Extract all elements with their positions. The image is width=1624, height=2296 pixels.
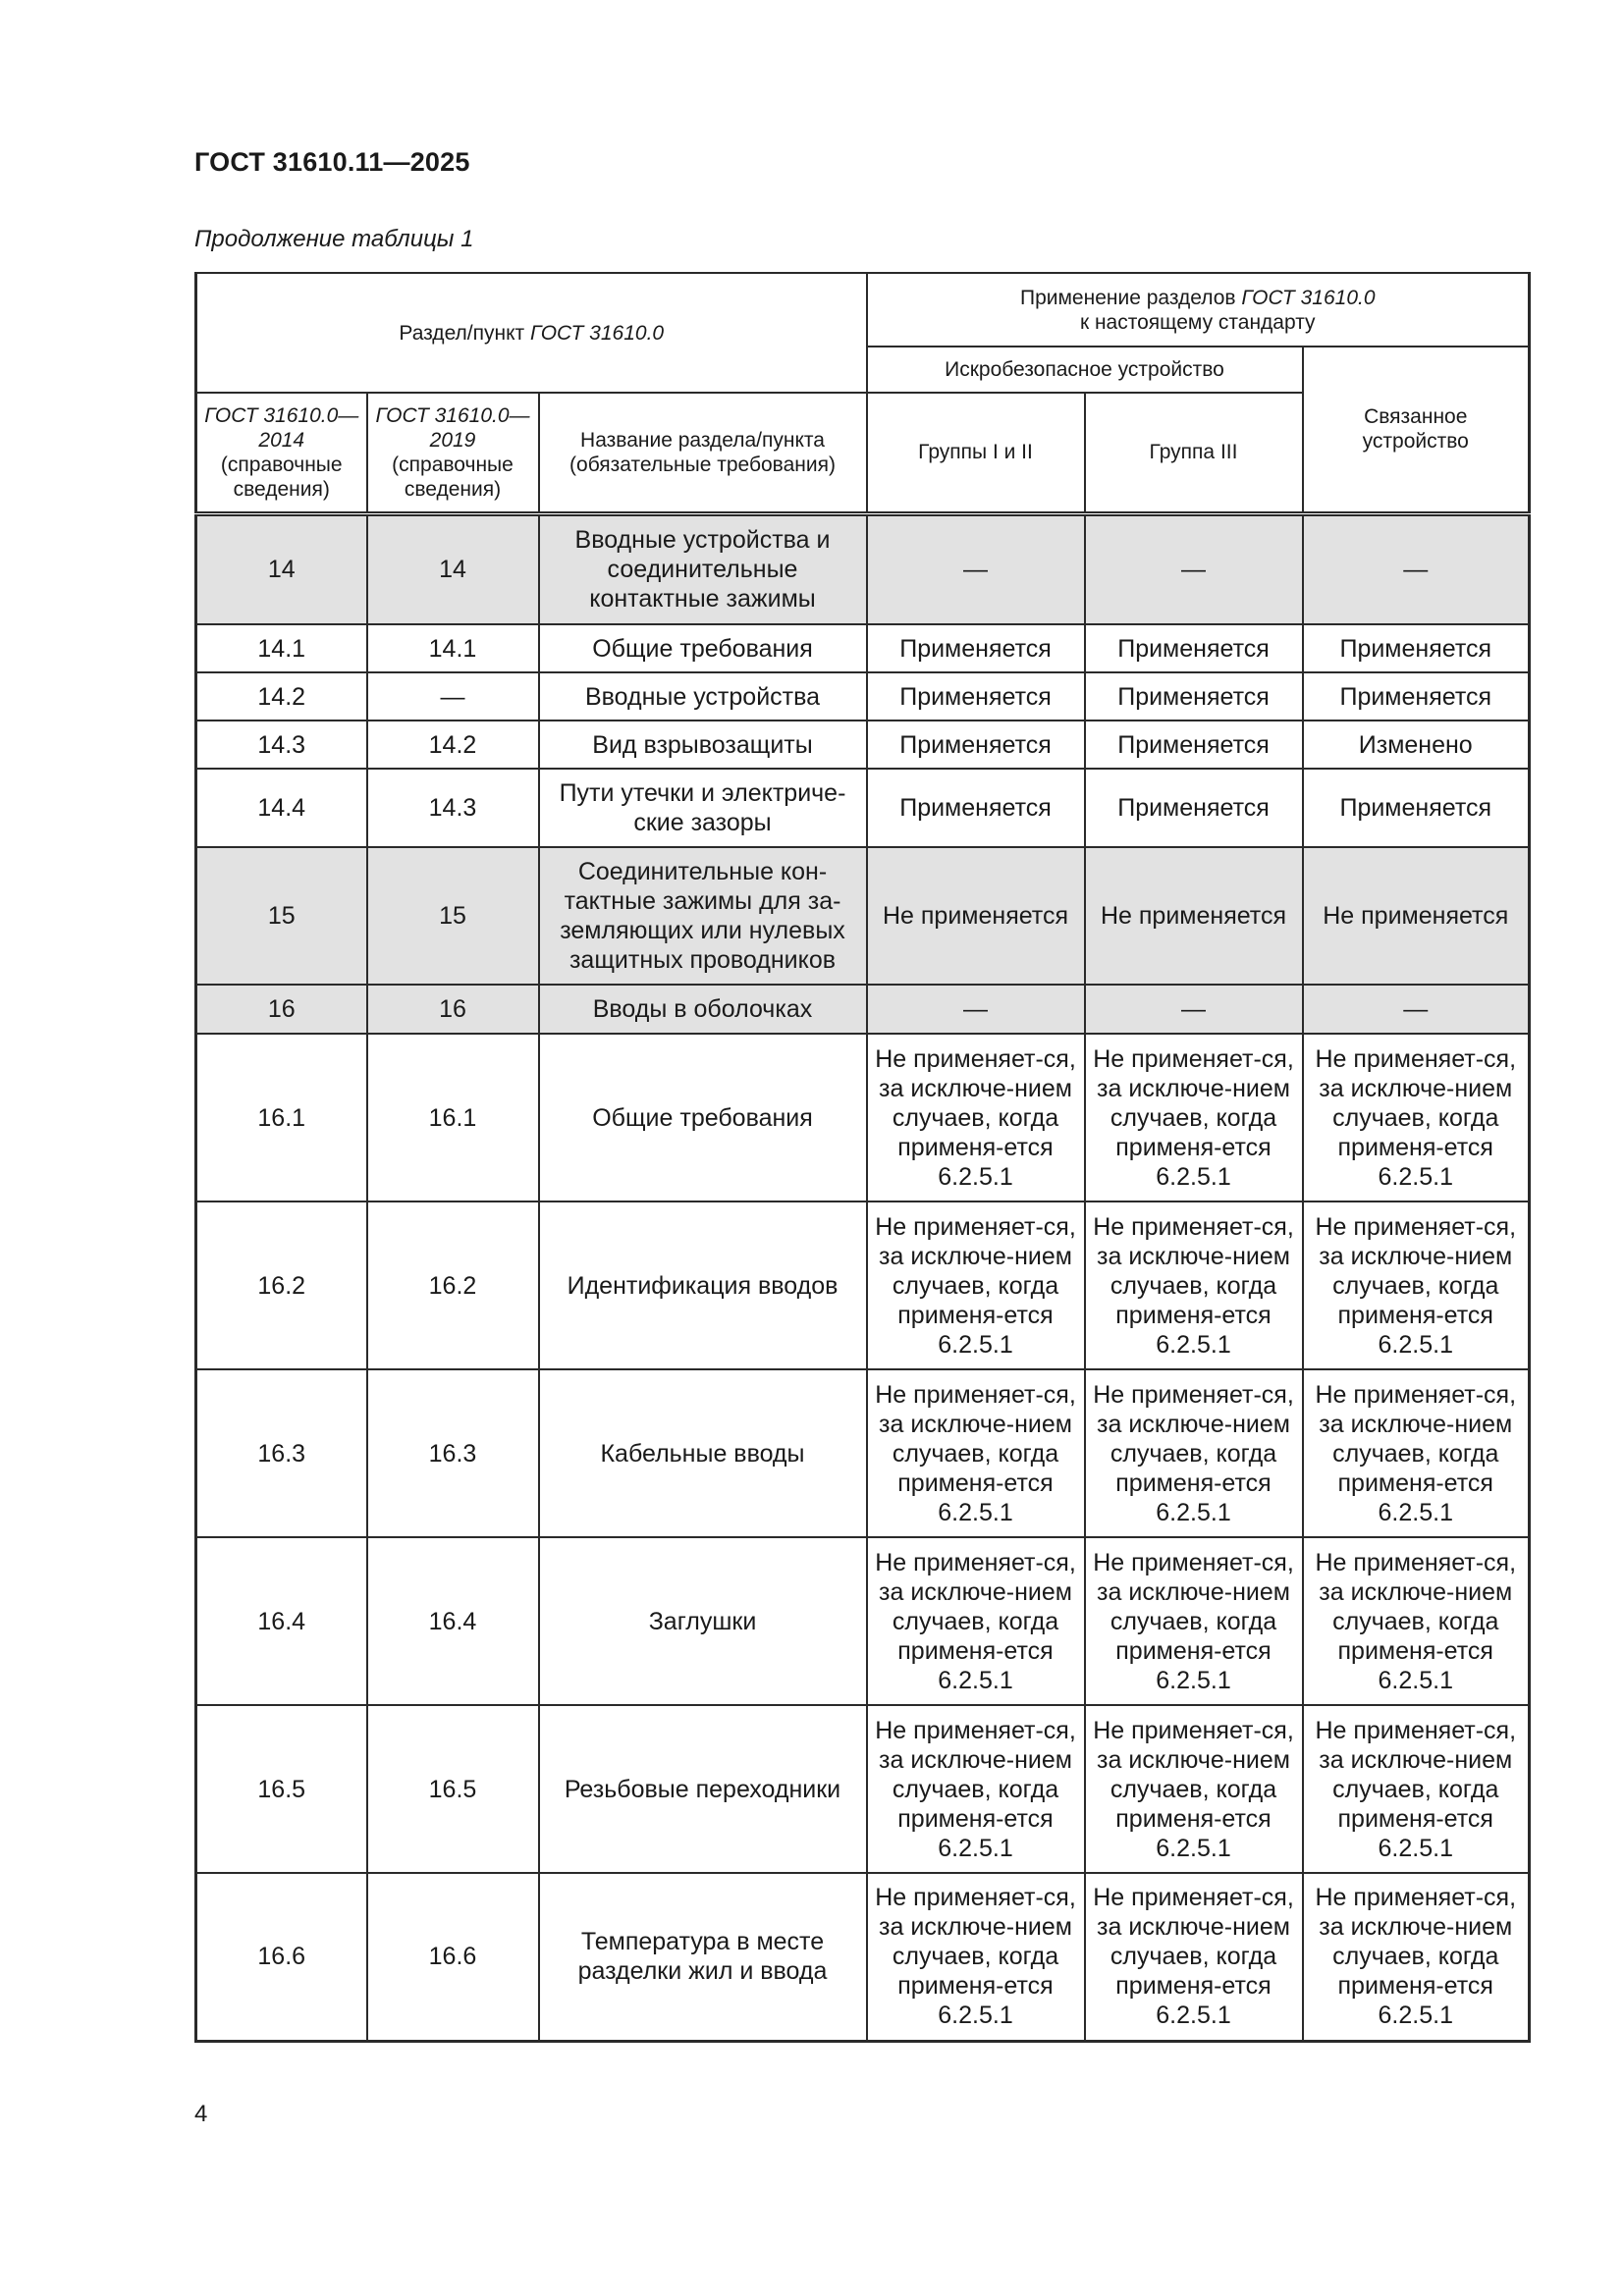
document-id: ГОСТ 31610.11—2025 — [194, 147, 470, 177]
cell-associated: — — [1303, 513, 1530, 624]
cell-associated: Изменено — [1303, 721, 1530, 769]
cell-name: Резьбовые переходники — [539, 1705, 867, 1873]
cell-associated: Не применяет-ся, за исключе-нием случаев, когда применя-ется 6.2.5.1 — [1303, 1369, 1530, 1537]
cell-name: Общие требования — [539, 624, 867, 672]
cell-2019: 16 — [367, 985, 539, 1034]
cell-groups-1-2: Не применяет-ся, за исключе-нием случаев, когда применя-ется 6.2.5.1 — [867, 1537, 1085, 1705]
header-intrinsically-safe: Искробезопасное устройство — [867, 347, 1303, 393]
cell-2014: 16.6 — [196, 1873, 367, 2041]
cell-2014: 14.1 — [196, 624, 367, 672]
table-row — [196, 624, 1530, 672]
cell-associated: Не применяет-ся, за исключе-нием случаев, когда применя-ется 6.2.5.1 — [1303, 1705, 1530, 1873]
cell-2019: 14.3 — [367, 769, 539, 847]
header-col-name: Название раздела/пункта (обязательные требования) — [539, 393, 867, 513]
cell-group-3: — — [1085, 985, 1303, 1034]
cell-name: Пути утечки и электриче-ские зазоры — [539, 769, 867, 847]
cell-groups-1-2: Применяется — [867, 721, 1085, 769]
cell-groups-1-2: — — [867, 513, 1085, 624]
cell-name: Вводы в оболочках — [539, 985, 867, 1034]
cell-name: Заглушки — [539, 1537, 867, 1705]
header-col-2019: ГОСТ 31610.0—2019 (справочные сведения) — [367, 393, 539, 513]
cell-2019: 14.1 — [367, 624, 539, 672]
table-row — [196, 1201, 1530, 1369]
cell-name: Общие требования — [539, 1034, 867, 1201]
cell-2014: 14.3 — [196, 721, 367, 769]
cell-2019: 16.6 — [367, 1873, 539, 2041]
cell-group-3: Не применяет-ся, за исключе-нием случаев, когда применя-ется 6.2.5.1 — [1085, 1369, 1303, 1537]
cell-2019: 16.3 — [367, 1369, 539, 1537]
cell-2019: 16.1 — [367, 1034, 539, 1201]
table-row — [196, 1537, 1530, 1705]
cell-name: Вводные устройства и соединительные контактные зажимы — [539, 513, 867, 624]
table-row — [196, 1873, 1530, 2041]
cell-name: Вводные устройства — [539, 672, 867, 721]
table-row — [196, 672, 1530, 721]
cell-groups-1-2: Не применяет-ся, за исключе-нием случаев, когда применя-ется 6.2.5.1 — [867, 1705, 1085, 1873]
header-col-group-3: Группа III — [1085, 393, 1303, 513]
header-associated-device: Связанное устройство — [1303, 347, 1530, 513]
header-col-groups-1-2: Группы I и II — [867, 393, 1085, 513]
cell-name: Идентификация вводов — [539, 1201, 867, 1369]
cell-name: Вид взрывозащиты — [539, 721, 867, 769]
cell-associated: — — [1303, 985, 1530, 1034]
cell-group-3: Не применяет-ся, за исключе-нием случаев, когда применя-ется 6.2.5.1 — [1085, 1034, 1303, 1201]
cell-2019: 14.2 — [367, 721, 539, 769]
table-row — [196, 1705, 1530, 1873]
cell-2014: 16 — [196, 985, 367, 1034]
cell-associated: Не применяет-ся, за исключе-нием случаев, когда применя-ется 6.2.5.1 — [1303, 1201, 1530, 1369]
header-application: Применение разделов ГОСТ 31610.0 к настоящему стандарту — [867, 273, 1530, 347]
cell-associated: Применяется — [1303, 769, 1530, 847]
cell-groups-1-2: Не применяется — [867, 847, 1085, 985]
cell-group-3: — — [1085, 513, 1303, 624]
cell-group-3: Не применяется — [1085, 847, 1303, 985]
table-row — [196, 847, 1530, 985]
cell-2019: 16.2 — [367, 1201, 539, 1369]
table-row — [196, 1034, 1530, 1201]
cell-name: Температура в месте разделки жил и ввода — [539, 1873, 867, 2041]
cell-groups-1-2: Не применяет-ся, за исключе-нием случаев, когда применя-ется 6.2.5.1 — [867, 1873, 1085, 2041]
cell-2019: 15 — [367, 847, 539, 985]
table-row — [196, 513, 1530, 624]
cell-groups-1-2: Применяется — [867, 769, 1085, 847]
cell-2014: 16.3 — [196, 1369, 367, 1537]
cell-group-3: Не применяет-ся, за исключе-нием случаев, когда применя-ется 6.2.5.1 — [1085, 1705, 1303, 1873]
cell-name: Кабельные вводы — [539, 1369, 867, 1537]
cell-group-3: Не применяет-ся, за исключе-нием случаев, когда применя-ется 6.2.5.1 — [1085, 1201, 1303, 1369]
cell-group-3: Применяется — [1085, 672, 1303, 721]
cell-group-3: Не применяет-ся, за исключе-нием случаев, когда применя-ется 6.2.5.1 — [1085, 1873, 1303, 2041]
cell-groups-1-2: Применяется — [867, 624, 1085, 672]
cell-2014: 14.2 — [196, 672, 367, 721]
table-row — [196, 1369, 1530, 1537]
cell-associated: Применяется — [1303, 672, 1530, 721]
cell-2019: 16.5 — [367, 1705, 539, 1873]
cell-groups-1-2: Не применяет-ся, за исключе-нием случаев, когда применя-ется 6.2.5.1 — [867, 1369, 1085, 1537]
cell-groups-1-2: Применяется — [867, 672, 1085, 721]
cell-group-3: Применяется — [1085, 721, 1303, 769]
cell-group-3: Применяется — [1085, 769, 1303, 847]
cell-2014: 14 — [196, 513, 367, 624]
table-row — [196, 769, 1530, 847]
cell-2019: 14 — [367, 513, 539, 624]
cell-2014: 16.4 — [196, 1537, 367, 1705]
table-row — [196, 721, 1530, 769]
cell-group-3: Не применяет-ся, за исключе-нием случаев, когда применя-ется 6.2.5.1 — [1085, 1537, 1303, 1705]
header-section-ref: Раздел/пункт ГОСТ 31610.0 — [196, 273, 867, 393]
cell-2014: 16.1 — [196, 1034, 367, 1201]
cell-2019: 16.4 — [367, 1537, 539, 1705]
header-col-2014: ГОСТ 31610.0—2014 (справочные сведения) — [196, 393, 367, 513]
cell-groups-1-2: Не применяет-ся, за исключе-нием случаев, когда применя-ется 6.2.5.1 — [867, 1201, 1085, 1369]
cell-2014: 16.2 — [196, 1201, 367, 1369]
cell-2014: 14.4 — [196, 769, 367, 847]
cell-2014: 16.5 — [196, 1705, 367, 1873]
cell-2019: — — [367, 672, 539, 721]
requirements-table — [194, 272, 1531, 2043]
cell-group-3: Применяется — [1085, 624, 1303, 672]
table-row — [196, 985, 1530, 1034]
cell-associated: Не применяет-ся, за исключе-нием случаев, когда применя-ется 6.2.5.1 — [1303, 1034, 1530, 1201]
cell-associated: Не применяет-ся, за исключе-нием случаев, когда применя-ется 6.2.5.1 — [1303, 1873, 1530, 2041]
table-caption: Продолжение таблицы 1 — [194, 226, 474, 252]
cell-groups-1-2: Не применяет-ся, за исключе-нием случаев, когда применя-ется 6.2.5.1 — [867, 1034, 1085, 1201]
cell-associated: Применяется — [1303, 624, 1530, 672]
cell-name: Соединительные кон-тактные зажимы для за-земляющих или нулевых защитных проводников — [539, 847, 867, 985]
page-number: 4 — [194, 2101, 208, 2127]
cell-2014: 15 — [196, 847, 367, 985]
cell-groups-1-2: — — [867, 985, 1085, 1034]
cell-associated: Не применяется — [1303, 847, 1530, 985]
cell-associated: Не применяет-ся, за исключе-нием случаев, когда применя-ется 6.2.5.1 — [1303, 1537, 1530, 1705]
